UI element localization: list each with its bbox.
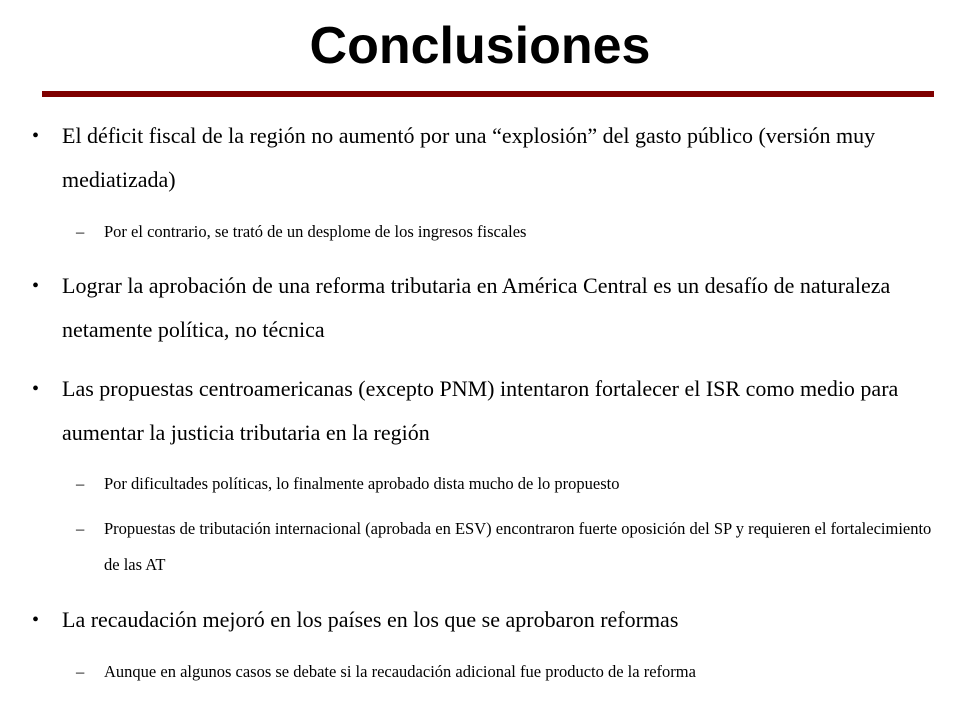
bullet-item [32, 114, 922, 202]
title-underline [42, 91, 934, 97]
bullet-item [32, 264, 922, 352]
sub-bullet-marker: – [76, 662, 85, 681]
bullet-item [32, 367, 922, 455]
sub-bullet-text: Aunque en algunos casos se debate si la recaudación adicional fue producto de la reforma [104, 662, 696, 681]
sub-bullet-text: Por el contrario, se trató de un desplome de los ingresos fiscales [104, 222, 527, 241]
bullet-marker: • [32, 378, 40, 400]
sub-bullet-marker: – [76, 474, 85, 493]
sub-bullet-item [76, 654, 934, 690]
sub-bullet-text: Por dificultades políticas, lo finalmente aprobado dista mucho de lo propuesto [104, 474, 620, 493]
slide-title: Conclusiones [309, 17, 651, 75]
bullet-text: La recaudación mejoró en los países en los que se aprobaron reformas [62, 607, 679, 632]
bullet-text: Las propuestas centroamericanas (excepto PNM) intentaron fortalecer el ISR como medio para aumentar la justicia tributaria en la región [62, 376, 899, 445]
bullet-item [32, 598, 922, 642]
sub-bullet-marker: – [76, 519, 85, 538]
sub-bullet-marker: – [76, 222, 85, 241]
bullet-marker: • [32, 275, 40, 297]
sub-bullet-item [76, 214, 934, 250]
bullet-marker: • [32, 609, 40, 631]
bullet-text: Lograr la aprobación de una reforma tributaria en América Central es un desafío de naturaleza netamente política, no técnica [62, 273, 891, 342]
sub-bullet-item [76, 466, 934, 502]
bullet-text: El déficit fiscal de la región no aumentó por una “explosión” del gasto público (versión muy mediatizada) [62, 123, 876, 192]
sub-bullet-item [76, 511, 934, 583]
bullet-marker: • [32, 125, 40, 147]
sub-bullet-text: Propuestas de tributación internacional (aprobada en ESV) encontraron fuerte oposición del SP y requieren el fortalecimiento de las AT [104, 519, 932, 574]
